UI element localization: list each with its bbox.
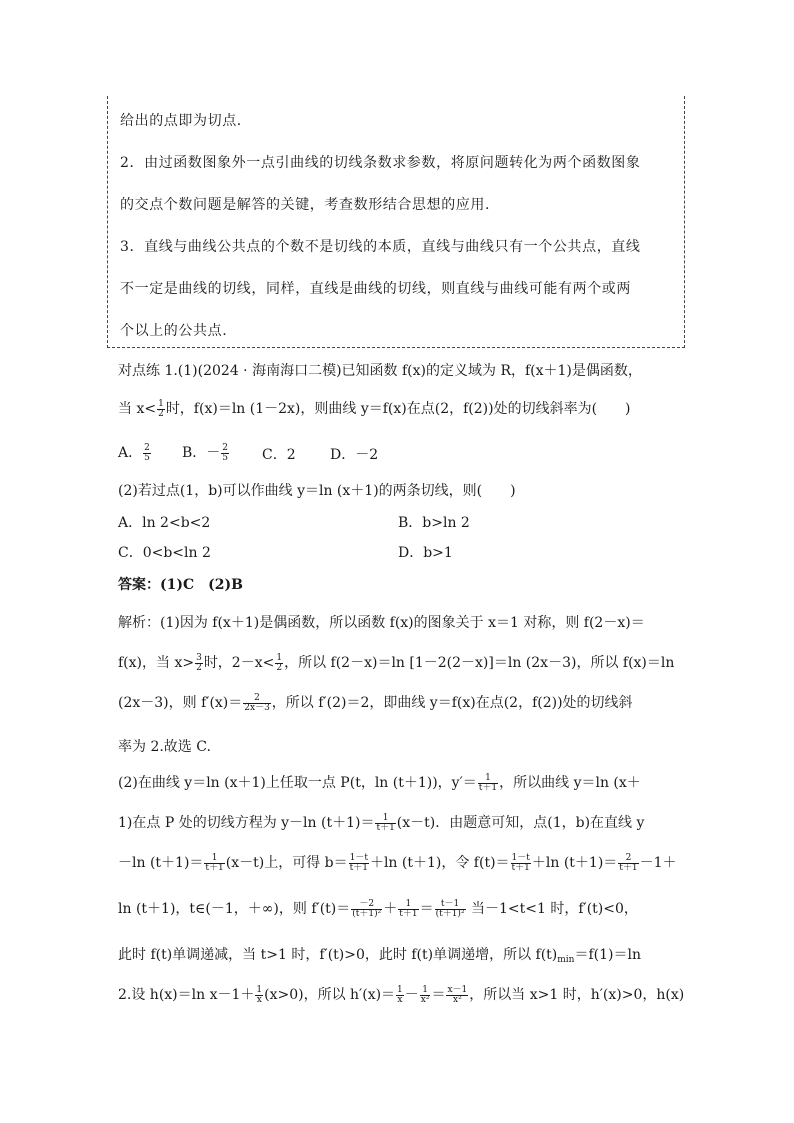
sol-text: (2)在曲线 y＝ln (x＋1)上任取一点 P(t，ln (t＋1))，y′＝ bbox=[118, 775, 477, 791]
sol-text: 此时 f(t)单调递减，当 t>1 时，f′(t)>0，此时 f(t)单调递增，所以 f(t) bbox=[118, 947, 558, 963]
fraction bbox=[511, 854, 531, 873]
fraction bbox=[221, 444, 229, 463]
frac-num: 1 bbox=[398, 900, 418, 910]
sol-text: ，所以当 x>1 时，h′(x)>0，h(x) bbox=[469, 987, 685, 1003]
option-2a: A．ln 2<b<2 bbox=[118, 515, 211, 531]
fraction bbox=[157, 400, 165, 419]
frac-num: 2 bbox=[144, 442, 150, 453]
solution-line-2 bbox=[118, 652, 674, 673]
q-text: 时，f(x)＝ln (1－2x)，则曲线 y＝f(x)在点(2，f(2))处的切线斜率为( ) bbox=[165, 401, 631, 417]
note-line-5: 不一定是曲线的切线，同样，直线是曲线的切线，则直线与曲线可能有两个或两 bbox=[120, 281, 631, 297]
sol-text: ，所以 f(2－x)＝ln [1－2(2－x)]＝ln (2x－3)，所以 f(x)＝ln bbox=[284, 655, 675, 671]
sol-text: 1)在点 P 处的切线方程为 y－ln (t＋1)＝ bbox=[118, 815, 375, 831]
option-d: D．－2 bbox=[330, 447, 379, 463]
fraction bbox=[275, 654, 283, 673]
option-c: C．2 bbox=[262, 447, 296, 463]
fraction bbox=[478, 774, 498, 793]
sol-text: (x－t)．由题意可知，点(1，b)在直线 y bbox=[396, 815, 645, 831]
solution-line-10 bbox=[118, 984, 684, 1005]
frac-den: 2 bbox=[158, 408, 164, 419]
option-label: A． bbox=[118, 445, 143, 461]
fraction bbox=[375, 814, 395, 833]
frac-den: (t＋1)² bbox=[352, 908, 382, 919]
solution-line-8 bbox=[118, 898, 638, 919]
frac-num: 1 bbox=[158, 398, 164, 409]
solution-line-1: 解析：(1)因为 f(x＋1)是偶函数，所以函数 f(x)的图象关于 x＝1 对称，则 f(2－x)＝ bbox=[118, 615, 645, 631]
answer: 答案：(1)C (2)B bbox=[118, 577, 243, 593]
question-heading: 对点练 1.(1)(2024 · 海南海口二模)已知函数 f(x)的定义域为 R，f(x＋1)是偶函数， bbox=[118, 363, 642, 379]
fraction bbox=[255, 986, 263, 1005]
note-line-4: 3．直线与曲线公共点的个数不是切线的本质，直线与曲线只有一个公共点，直线 bbox=[120, 239, 641, 255]
sol-text: ＋ bbox=[383, 901, 398, 917]
sol-text: －1＋ bbox=[639, 855, 677, 871]
sol-text: ＝f(1)＝ln bbox=[574, 947, 641, 963]
note-line-2: 2．由过函数图象外一点引曲线的切线条数求参数，将原问题转化为两个函数图象 bbox=[120, 155, 641, 171]
sol-text: ＋ln (t＋1)，令 f(t)＝ bbox=[369, 855, 510, 871]
sol-text: －ln (t＋1)＝ bbox=[118, 855, 204, 871]
frac-num: 2 bbox=[243, 694, 271, 704]
frac-den: (t＋1)² bbox=[435, 908, 465, 919]
frac-den: 5 bbox=[222, 452, 229, 463]
sol-text: ln (t＋1)，t∈(－1，＋∞)，则 f′(t)＝ bbox=[118, 901, 351, 917]
frac-num: 1 bbox=[204, 854, 224, 864]
frac-num: 1－t bbox=[349, 852, 368, 863]
frac-den: 2 bbox=[276, 662, 283, 673]
fraction bbox=[243, 694, 271, 713]
frac-num: x－1 bbox=[447, 984, 468, 995]
fraction bbox=[618, 854, 638, 873]
sol-text: (x>0)，所以 h′(x)＝ bbox=[264, 987, 396, 1003]
note-box bbox=[107, 96, 685, 348]
note-line-3: 的交点个数问题是解答的关键，考查数形结合思想的应用. bbox=[120, 197, 491, 213]
frac-den: x bbox=[256, 994, 262, 1005]
fraction bbox=[349, 854, 369, 873]
sol-text: 2.设 h(x)＝ln x－1＋ bbox=[118, 987, 255, 1003]
option-2d: D．b>1 bbox=[398, 545, 453, 561]
solution-line-5 bbox=[118, 772, 641, 793]
frac-den: t＋1 bbox=[478, 782, 498, 793]
option-2b: B．b>ln 2 bbox=[398, 515, 470, 531]
fraction bbox=[420, 986, 431, 1005]
frac-den: 5 bbox=[144, 452, 150, 463]
q-text: 当 x< bbox=[118, 401, 157, 417]
fraction bbox=[143, 444, 151, 463]
solution-line-9 bbox=[118, 944, 641, 965]
sol-text: ，所以 f′(2)＝2，即曲线 y＝f(x)在点(2，f(2))处的切线斜 bbox=[271, 695, 633, 711]
sol-text: 当－1<t<1 时，f′(t)<0， bbox=[466, 901, 638, 917]
frac-num: t－1 bbox=[435, 900, 466, 910]
frac-den: x bbox=[397, 994, 403, 1005]
frac-num: 1 bbox=[256, 984, 263, 995]
sol-text: (x－t)上，可得 b＝ bbox=[225, 855, 348, 871]
frac-den: t＋1 bbox=[349, 862, 368, 873]
sol-text: 时，2－x< bbox=[203, 655, 275, 671]
option-b bbox=[182, 442, 230, 463]
frac-den: t＋1 bbox=[511, 862, 530, 873]
solution-line-3 bbox=[118, 692, 633, 713]
sol-text: ＋ln (t＋1)＝ bbox=[531, 855, 618, 871]
frac-den: t＋1 bbox=[376, 822, 395, 833]
note-line-6: 个以上的公共点. bbox=[120, 323, 228, 339]
fraction bbox=[351, 900, 382, 919]
fraction bbox=[398, 900, 418, 919]
frac-den: t＋1 bbox=[619, 862, 638, 873]
fraction bbox=[204, 854, 224, 873]
frac-num: 1 bbox=[420, 986, 431, 996]
frac-den: 2x－3 bbox=[244, 702, 270, 713]
sol-text: ，所以曲线 y＝ln (x＋ bbox=[499, 775, 641, 791]
frac-num: 1 bbox=[375, 814, 395, 824]
sol-text: f(x)，当 x> bbox=[118, 655, 195, 671]
frac-den: 2 bbox=[196, 662, 202, 673]
frac-den: x² bbox=[453, 994, 462, 1005]
question-line-2 bbox=[118, 398, 631, 419]
sol-text: ＝ bbox=[419, 901, 434, 917]
frac-num: 1 bbox=[276, 652, 283, 663]
frac-den: t＋1 bbox=[205, 862, 224, 873]
fraction bbox=[446, 986, 468, 1005]
solution-line-4: 率为 2.故选 C. bbox=[118, 739, 211, 755]
subscript: min bbox=[557, 955, 575, 965]
frac-den: x² bbox=[420, 994, 430, 1005]
option-label: B．－ bbox=[182, 445, 221, 461]
fraction bbox=[195, 654, 203, 673]
fraction bbox=[396, 986, 404, 1005]
frac-num: －2 bbox=[351, 900, 382, 910]
sol-text: (2x－3)，则 f′(x)＝ bbox=[118, 695, 243, 711]
sol-text: － bbox=[404, 987, 419, 1003]
frac-num: 2 bbox=[222, 442, 229, 453]
solution-line-7 bbox=[118, 852, 677, 873]
note-line-1: 给出的点即为切点. bbox=[120, 113, 242, 129]
option-2c: C．0<b<ln 2 bbox=[118, 545, 211, 561]
frac-num: 1－t bbox=[511, 852, 530, 863]
frac-num: 1 bbox=[397, 984, 403, 995]
solution-line-6 bbox=[118, 812, 644, 833]
frac-num: 3 bbox=[196, 652, 202, 663]
sol-text: ＝ bbox=[431, 987, 446, 1003]
fraction bbox=[435, 900, 466, 919]
frac-num: 2 bbox=[618, 854, 638, 864]
option-a bbox=[118, 442, 152, 463]
question-2: (2)若过点(1，b)可以作曲线 y＝ln (x＋1)的两条切线，则( ) bbox=[118, 483, 516, 499]
frac-num: 1 bbox=[478, 774, 498, 784]
frac-den: t＋1 bbox=[399, 908, 418, 919]
